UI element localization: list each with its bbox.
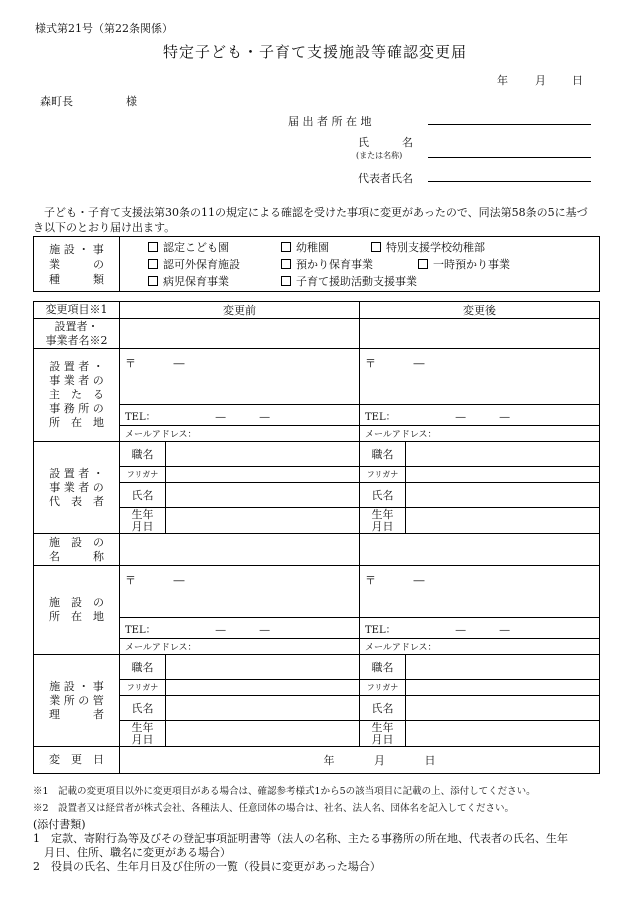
- submitter-name-note: (または名称): [356, 151, 403, 160]
- mgr-job-label-after: 職名: [360, 655, 406, 680]
- checkbox-ichiji-azukari[interactable]: 一時預かり事業: [418, 256, 510, 273]
- rep-name-before[interactable]: [166, 483, 360, 508]
- setter-address-after[interactable]: [360, 349, 600, 405]
- facility-name-before[interactable]: [120, 534, 360, 566]
- rep-birth-label-after: 生年 月日: [360, 508, 406, 534]
- mgr-furigana-before[interactable]: [166, 680, 360, 696]
- rep-birth-after[interactable]: [406, 508, 600, 534]
- setter-address-before[interactable]: [120, 349, 360, 405]
- submitter-address-label: 届 出 者 所 在 地: [288, 115, 372, 128]
- row-setter-address-label: 設 置 者 ・ 事 業 者 の 主 た る 事 務 所 の 所 在 地: [34, 349, 120, 442]
- facility-address-after[interactable]: 〒 ―: [360, 566, 600, 618]
- mgr-job-before[interactable]: [166, 655, 360, 680]
- mgr-furigana-label-after: フリガナ: [360, 680, 406, 696]
- submitter-name-field[interactable]: [428, 157, 591, 158]
- mgr-name-after[interactable]: [406, 696, 600, 721]
- rep-furigana-label-before: フリガナ: [120, 467, 166, 483]
- mgr-name-label-before: 氏名: [120, 696, 166, 721]
- setter-tel-after[interactable]: TEL： ― ―: [360, 405, 600, 426]
- submitter-name-label: 氏 名: [358, 136, 413, 149]
- date-month-label: 月: [535, 74, 546, 87]
- mgr-birth-before[interactable]: [166, 721, 360, 747]
- mgr-job-after[interactable]: [406, 655, 600, 680]
- attachments: [33, 818, 613, 874]
- rep-job-before[interactable]: [166, 442, 360, 467]
- setter-mail-before[interactable]: メールアドレス：: [120, 426, 360, 442]
- rep-name-label-after: 氏名: [360, 483, 406, 508]
- row-facility-address-label: 施 設 の 所 在 地: [34, 566, 120, 655]
- checkbox-ninkagai-hoiku[interactable]: 認可外保育施設: [148, 256, 240, 273]
- rep-job-label-before: 職名: [120, 442, 166, 467]
- note-2: ※2 設置者又は経営者が株式会社、各種法人、任意団体の場合は、社名、法人名、団体名を記入してください。: [33, 803, 515, 814]
- postal-mark: 〒: [365, 357, 376, 370]
- rep-birth-label-before: 生年 月日: [120, 508, 166, 534]
- postal-mark: 〒: [125, 357, 136, 370]
- date-year-label: 年: [497, 74, 508, 87]
- page-title: 特定子ども・子育て支援施設等確認変更届: [162, 43, 467, 61]
- rep-birth-before[interactable]: [166, 508, 360, 534]
- facility-type-label: 施 設 ・ 事 業 の 種 類: [34, 237, 120, 292]
- header-after: 変更後: [360, 302, 600, 319]
- change-date-field[interactable]: 年 月 日: [120, 747, 600, 774]
- setter-name-after[interactable]: [360, 319, 600, 349]
- checkbox-youchien[interactable]: 幼稚園: [281, 239, 329, 256]
- row-change-date-label: 変 更 日: [34, 747, 120, 774]
- setter-name-before[interactable]: [120, 319, 360, 349]
- checkbox-kosodate-enjo[interactable]: 子育て援助活動支援事業: [281, 273, 417, 290]
- change-table: [33, 301, 600, 774]
- mgr-birth-label-before: 生年 月日: [120, 721, 166, 747]
- rep-furigana-before[interactable]: [166, 467, 360, 483]
- header-item: 変更項目※1: [34, 302, 120, 319]
- setter-mail-after[interactable]: メールアドレス：: [360, 426, 600, 442]
- rep-job-label-after: 職名: [360, 442, 406, 467]
- postal-dash: ―: [413, 357, 425, 370]
- statement-text: 子ども・子育て支援法第30条の11の規定による確認を受けた事項に変更があったので、同法第58条の5に基づき以下のとおり届け出ます。: [33, 206, 588, 234]
- row-manager-label: 施 設 ・ 事 業 所 の 管 理 者: [34, 655, 120, 747]
- checkbox-byouji-hoiku[interactable]: 病児保育事業: [148, 273, 229, 290]
- rep-job-after[interactable]: [406, 442, 600, 467]
- postal-dash: ―: [173, 357, 185, 370]
- attachments-heading: (添付書類): [33, 818, 86, 831]
- row-setter-rep-label: 設 置 者 ・ 事 業 者 の 代 表 者: [34, 442, 120, 534]
- facility-tel-before[interactable]: TEL： ― ―: [120, 618, 360, 639]
- setter-tel-before[interactable]: TEL： ― ―: [120, 405, 360, 426]
- addressee: 森町長: [40, 95, 73, 108]
- attachment-item-1: 1 定款、寄附行為等及びその登記事項証明書等（法人の名称、主たる事務所の所在地、代表者の氏名、生年: [33, 832, 568, 845]
- mgr-job-label-before: 職名: [120, 655, 166, 680]
- attachment-item-2: 2 役員の氏名、生年月日及び住所の一覧（役員に変更があった場合）: [33, 860, 381, 873]
- mgr-name-label-after: 氏名: [360, 696, 406, 721]
- checkbox-tokubetsu-shien[interactable]: 特別支援学校幼稚部: [371, 239, 485, 256]
- form-number: 様式第21号（第22条関係）: [35, 22, 173, 35]
- row-facility-name-label: 施 設 の 名 称: [34, 534, 120, 566]
- mgr-birth-label-after: 生年 月日: [360, 721, 406, 747]
- submitter-address-field[interactable]: [428, 124, 591, 125]
- mgr-furigana-label-before: フリガナ: [120, 680, 166, 696]
- mgr-name-before[interactable]: [166, 696, 360, 721]
- checkbox-nintei-kodomoen[interactable]: 認定こども園: [148, 239, 229, 256]
- rep-furigana-label-after: フリガナ: [360, 467, 406, 483]
- row-setter-name-label: 設置者・ 事業者名※2: [34, 319, 120, 349]
- representative-label: 代表者氏名: [358, 172, 413, 185]
- facility-type-options: [120, 237, 600, 292]
- rep-name-after[interactable]: [406, 483, 600, 508]
- facility-address-before[interactable]: 〒 ―: [120, 566, 360, 618]
- mgr-furigana-after[interactable]: [406, 680, 600, 696]
- facility-tel-after[interactable]: TEL： ― ―: [360, 618, 600, 639]
- checkbox-azukari-hoiku[interactable]: 預かり保育事業: [281, 256, 373, 273]
- mgr-birth-after[interactable]: [406, 721, 600, 747]
- facility-mail-after[interactable]: メールアドレス：: [360, 639, 600, 655]
- date-day-label: 日: [572, 74, 583, 87]
- rep-furigana-after[interactable]: [406, 467, 600, 483]
- facility-type-table: [33, 236, 600, 292]
- rep-name-label-before: 氏名: [120, 483, 166, 508]
- note-1: ※1 記載の変更項目以外に変更項目がある場合は、確認参考様式1から5の該当項目に記載の上、添付してください。: [33, 786, 536, 797]
- representative-field[interactable]: [428, 181, 591, 182]
- addressee-suffix: 様: [126, 95, 137, 108]
- header-before: 変更前: [120, 302, 360, 319]
- attachment-item-1-cont: 月日、住所、職名に変更がある場合）: [33, 846, 231, 859]
- notes: [33, 783, 613, 817]
- facility-name-after[interactable]: [360, 534, 600, 566]
- facility-mail-before[interactable]: メールアドレス：: [120, 639, 360, 655]
